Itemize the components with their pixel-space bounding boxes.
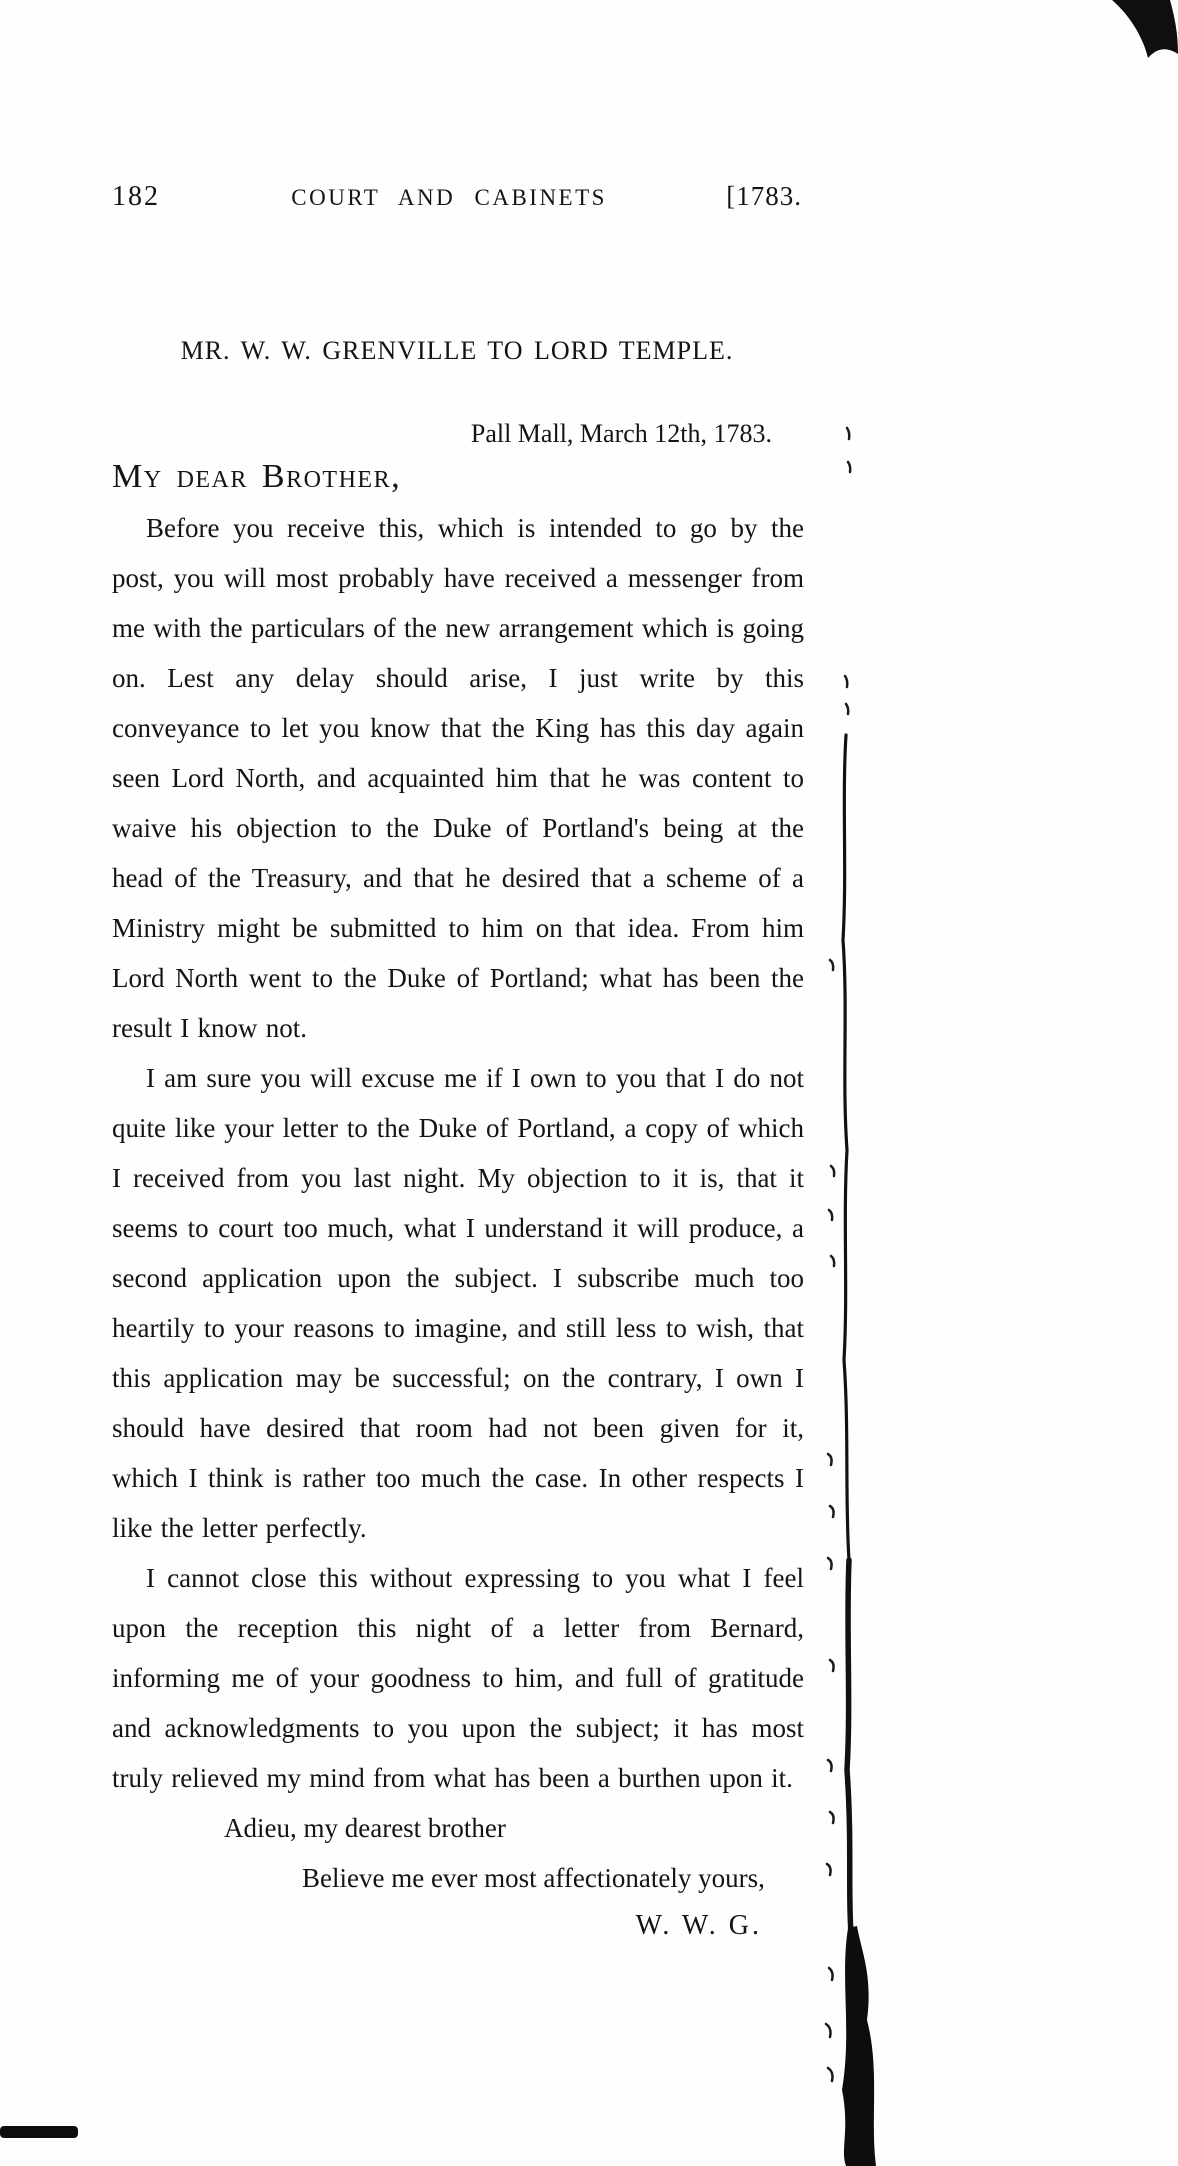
scan-mark-bottom-left: [0, 2126, 78, 2138]
signature: W. W. G.: [635, 1910, 762, 1941]
dateline: Pall Mall, March 12th, 1783.: [470, 419, 772, 448]
scan-streak-right-mid: [847, 1560, 851, 1932]
scan-margin-ticks: [826, 428, 850, 2081]
closing-believe: Believe me ever most affectionately yours,: [302, 1863, 765, 1893]
salutation: My dear Brother,: [112, 458, 402, 495]
closing-adieu: Adieu, my dearest brother: [224, 1813, 506, 1843]
paragraph-1: Before you receive this, which is intended to go by the post, you will most probably have received a messenger from me with the particulars of the new arrangement which is going on. Lest any delay should arise, I just write by this conveyance to let you know that the King has this day again seen Lord North, and acquainted him that he was content to waive his objection to the Duke of Portland's being at the head of the Treasury, and that he desired that a scheme of a Ministry might be submitted to him on that idea. From him Lord North went to the Duke of Portland; what has been the result I know not.: [112, 513, 804, 1043]
scan-blob-bottom-right: [842, 1926, 876, 2166]
scan-smudge-top-right-icon: [1112, 0, 1178, 58]
paragraph-2: I am sure you will excuse me if I own to you that I do not quite like your letter to the Duke of Portland, a copy of which I received from you last night. My objection to it is, that it seems to court too much, what I understand it will produce, a second application upon the subject. I subscribe much too heartily to your reasons to imagine, and still less to wish, that this application may be successful; on the contrary, I own I should have desired that room had not been given for it, which I think is rather too much the case. In other respects I like the letter perfectly.: [112, 1063, 804, 1543]
scan-streak-right-thin: [843, 735, 849, 1560]
page-number: 182: [112, 181, 160, 212]
year-marker: [1783.: [726, 181, 802, 211]
letter-title: MR. W. W. GRENVILLE TO LORD TEMPLE.: [180, 336, 734, 365]
running-title: COURT AND CABINETS: [291, 185, 607, 210]
paragraph-3: I cannot close this without expressing to you what I feel upon the reception this night of a letter from Bernard, informing me of your goodness to him, and full of gratitude and acknowledgments to you upon the subject; it has most truly relieved my mind from what has been a burthen upon it.: [112, 1563, 804, 1793]
page-header: [112, 181, 802, 213]
